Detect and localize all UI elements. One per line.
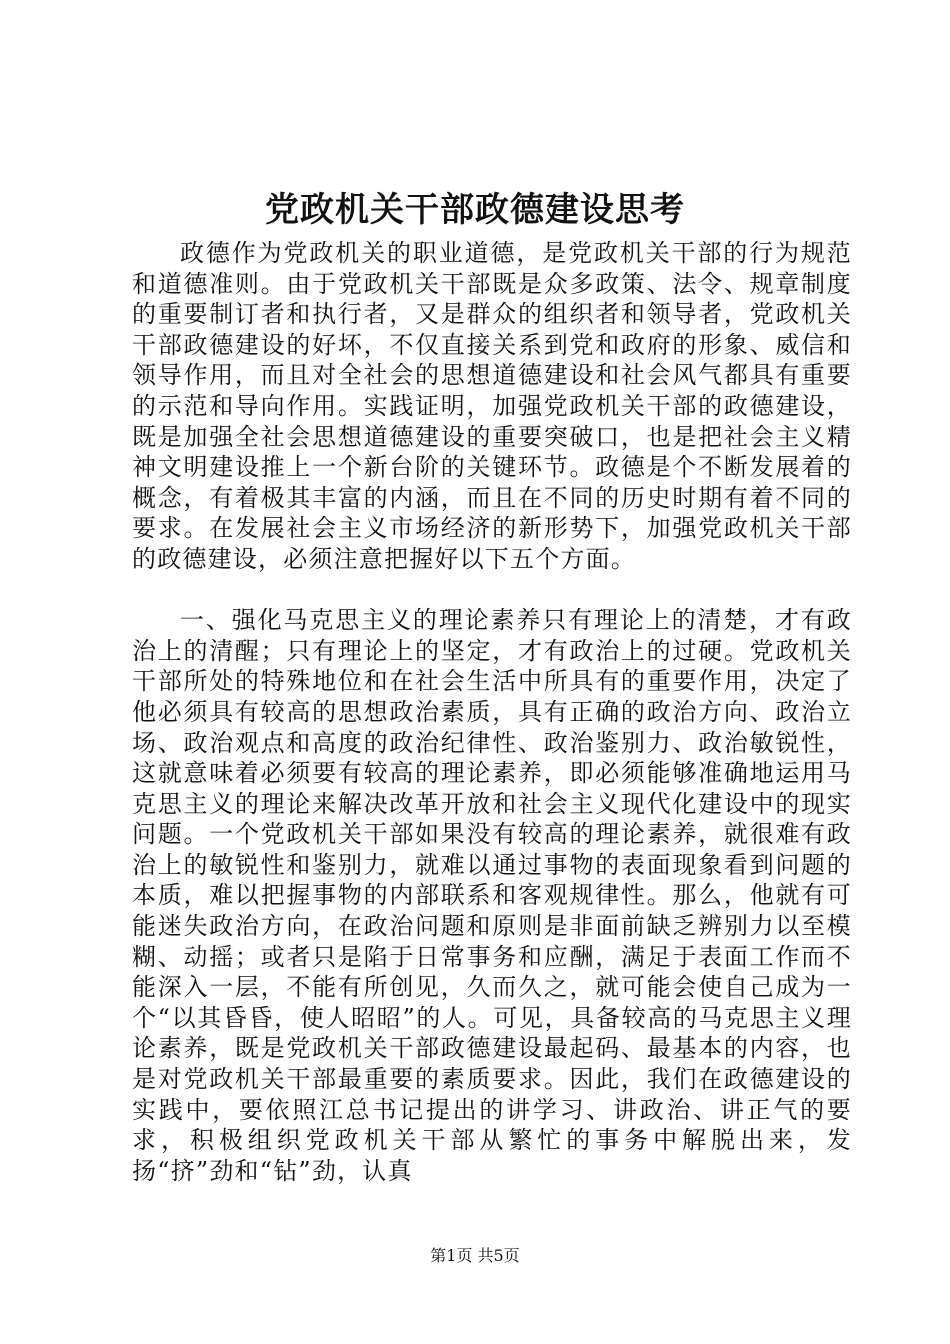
paragraph-intro: 政德作为党政机关的职业道德，是党政机关干部的行为规范和道德准则。由于党政机关干部既是众多政策、法令、规章制度的重要制订者和执行者，又是群众的组织者和领导者，党政机关干部政德建设的好坏，不仅直接关系到党和政府的形象、威信和领导作用，而且对全社会的思想道德建设和社会风气都具有重要的示范和导向作用。实践证明，加强党政机关干部的政德建设，既是加强全社会思想道德建设的重要突破口，也是把社会主义精神文明建设推上一个新台阶的关键环节。政德是个不断发展着的概念，有着极其丰富的内涵，而且在不同的历史时期有着不同的要求。在发展社会主义市场经济的新形势下，加强党政机关干部的政德建设，必须注意把握好以下五个方面。 <box>132 239 852 573</box>
document-body <box>132 238 852 1186</box>
paragraph-section-one: 一、强化马克思主义的理论素养只有理论上的清楚，才有政治上的清醒；只有理论上的坚定，才有政治上的过硬。党政机关干部所处的特殊地位和在社会生活中所具有的重要作用，决定了他必须具有较高的思想政治素质，具有正确的政治方向、政治立场、政治观点和高度的政治纪律性、政治鉴别力、政治敏锐性，这就意味着必须要有较高的理论素养，即必须能够准确地运用马克思主义的理论来解决改革开放和社会主义现代化建设中的现实问题。一个党政机关干部如果没有较高的理论素养，就很难有政治上的敏锐性和鉴别力，就难以通过事物的表面现象看到问题的本质，难以把握事物的内部联系和客观规律性。那么，他就有可能迷失政治方向，在政治问题和原则是非面前缺乏辨别力以至模糊、动摇；或者只是陷于日常事务和应酬，满足于表面工作而不能深入一层，不能有所创见，久而久之，就可能会使自己成为一个“以其昏昏，使人昭昭”的人。可见，具备较高的马克思主义理论素养，既是党政机关干部政德建设最起码、最基本的内容，也是对党政机关干部最重要的素质要求。因此，我们在政德建设的实践中，要依照江总书记提出的讲学习、讲政治、讲正气的要求，积极组织党政机关干部从繁忙的事务中解脱出来，发扬“挤”劲和“钻”劲，认真 <box>132 606 852 1185</box>
page-number-footer: 第1页 共5页 <box>430 1246 520 1265</box>
document-title: 党政机关干部政德建设思考 <box>265 190 685 230</box>
